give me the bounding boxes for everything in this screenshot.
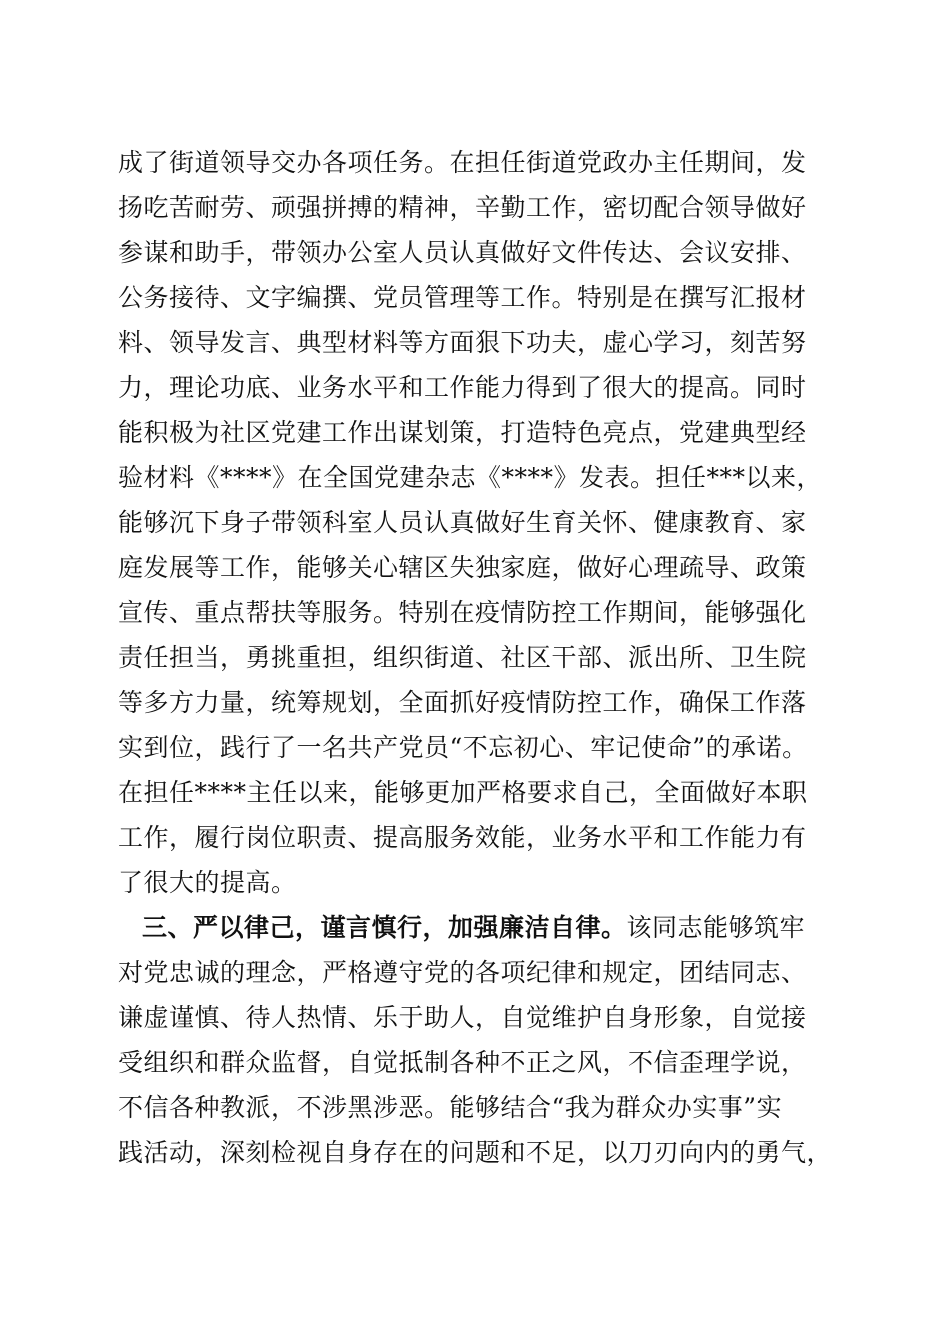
text-line: 参谋和助手，带领办公室人员认真做好文件传达、会议安排、 — [118, 238, 807, 267]
text-line: 不信各种教派，不涉黑涉恶。能够结合“我为群众办实事”实 — [118, 1093, 783, 1122]
section-3-heading: 三、严以律己，谨言慎行，加强廉洁自律。 — [142, 913, 627, 942]
text-line: 料、领导发言、典型材料等方面狠下功夫，虚心学习，刻苦努 — [118, 328, 807, 357]
text-line: 成了街道领导交办各项任务。在担任街道党政办主任期间，发 — [118, 148, 807, 177]
section-3-first-line-rest: 该同志能够筑牢 — [626, 913, 806, 942]
document-body — [118, 140, 838, 1175]
text-line: 扬吃苦耐劳、顽强拼搏的精神，辛勤工作，密切配合领导做好 — [118, 193, 807, 222]
text-line: 力，理论功底、业务水平和工作能力得到了很大的提高。同时 — [118, 373, 807, 402]
text-line: 能积极为社区党建工作出谋划策，打造特色亮点，党建典型经 — [118, 418, 807, 447]
text-line: 在担任****主任以来，能够更加严格要求自己，全面做好本职 — [118, 778, 808, 807]
text-line: 践活动，深刻检视自身存在的问题和不足，以刀刃向内的勇气， — [118, 1138, 833, 1167]
text-line: 庭发展等工作，能够关心辖区失独家庭，做好心理疏导、政策 — [118, 553, 807, 582]
text-line: 宣传、重点帮扶等服务。特别在疫情防控工作期间，能够强化 — [118, 598, 807, 627]
text-line: 实到位，践行了一名共产党员“不忘初心、牢记使命”的承诺。 — [118, 733, 808, 762]
text-line: 等多方力量，统筹规划，全面抓好疫情防控工作，确保工作落 — [118, 688, 807, 717]
text-line: 受组织和群众监督，自觉抵制各种不正之风，不信歪理学说， — [118, 1048, 807, 1077]
text-line: 责任担当，勇挑重担，组织街道、社区干部、派出所、卫生院 — [118, 643, 807, 672]
text-line: 谦虚谨慎、待人热情、乐于助人，自觉维护自身形象，自觉接 — [118, 1003, 807, 1032]
text-line: 能够沉下身子带领科室人员认真做好生育关怀、健康教育、家 — [118, 508, 807, 537]
section-3-first-line — [118, 905, 838, 950]
text-line: 验材料《****》在全国党建杂志《****》发表。担任***以来， — [118, 463, 823, 492]
text-line: 对党忠诚的理念，严格遵守党的各项纪律和规定，团结同志、 — [118, 958, 807, 987]
text-line: 工作，履行岗位职责、提高服务效能，业务水平和工作能力有 — [118, 823, 807, 852]
text-line: 了很大的提高。 — [118, 868, 297, 897]
text-line: 公务接待、文字编撰、党员管理等工作。特别是在撰写汇报材 — [118, 283, 807, 312]
